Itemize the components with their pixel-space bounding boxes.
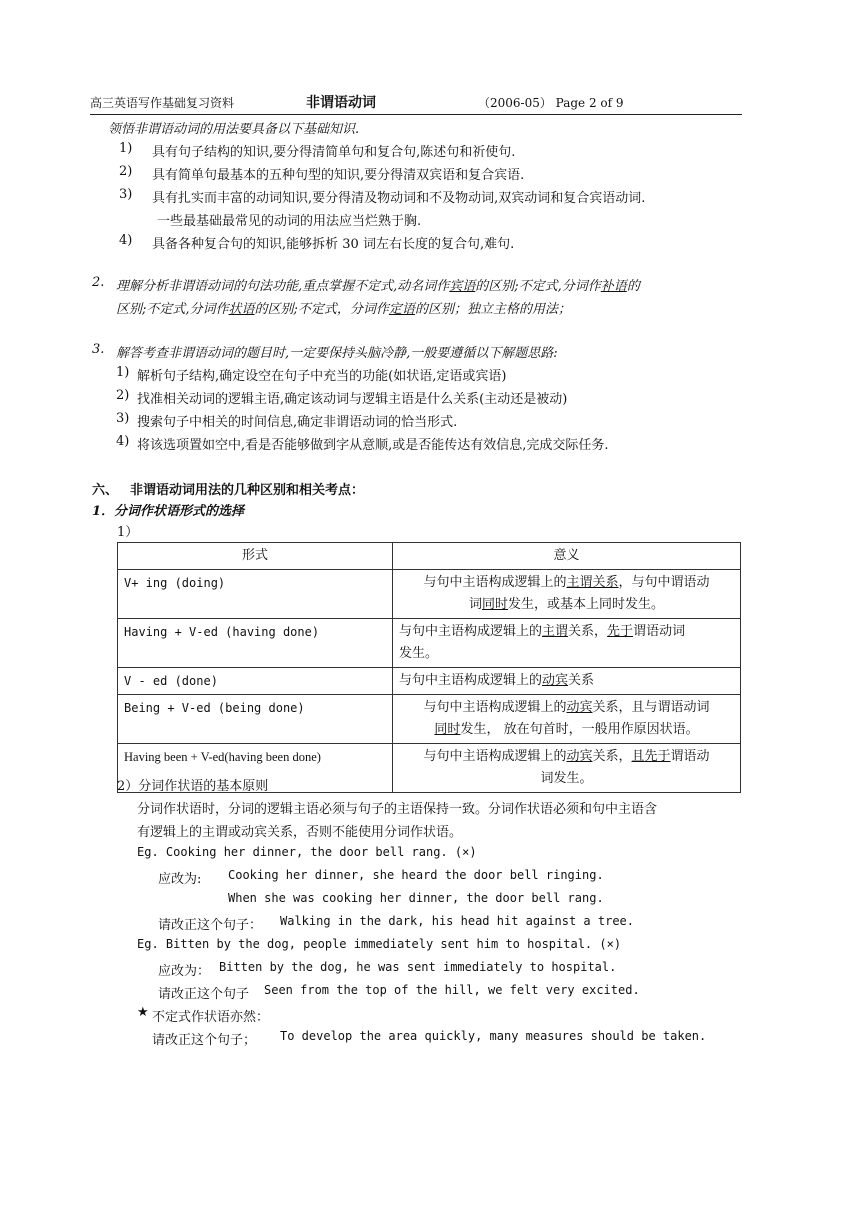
basic-4-num: 4) xyxy=(119,233,133,248)
table-cell-meaning xyxy=(393,619,741,668)
ask-3-label: 请改正这个句子； xyxy=(152,1033,257,1048)
fix-2: Bitten by the dog, he was sent immediately to hospital. xyxy=(219,960,617,974)
table-cell-form: Having been + V-ed(having been done) xyxy=(118,744,393,793)
table-row xyxy=(118,668,741,695)
point2-text-c: 的 xyxy=(626,279,640,294)
star-icon: ★ xyxy=(137,1005,149,1020)
meaning-text: 与句中主语构成逻辑上的 xyxy=(423,749,567,764)
table-cell-meaning xyxy=(393,744,741,793)
subsection-1-item: 1） xyxy=(117,525,139,540)
ask-2-label: 请改正这个句子 xyxy=(158,987,250,1002)
table-row xyxy=(118,695,741,744)
meaning-keyword: 主谓 xyxy=(542,624,569,639)
principle-heading: 2）分词作状语的基本原则 xyxy=(117,779,269,794)
star-note: 不定式作状语亦然： xyxy=(152,1010,270,1025)
section6-num: 六、 xyxy=(92,483,119,498)
table-cell-form: Having + V-ed (having done) xyxy=(118,619,393,668)
table-cell-form: V+ ing (doing) xyxy=(118,570,393,619)
meaning-text: 发生， 放在句首时，一般用作原因状语。 xyxy=(460,722,699,737)
point2-text-d: 区别;不定式,分词作 xyxy=(116,302,229,317)
meaning-keyword: 同时 xyxy=(434,722,461,737)
step-3-num: 3) xyxy=(116,411,130,426)
ask-1: Walking in the dark, his head hit against a tree. xyxy=(280,914,635,928)
table-cell-meaning xyxy=(393,570,741,619)
subsection-1-title: 1．分词作状语形式的选择 xyxy=(92,504,245,519)
meaning-text: 与句中主语构成逻辑上的 xyxy=(423,575,567,590)
principle-para-line2: 有逻辑上的主谓或动宾关系，否则不能使用分词作状语。 xyxy=(137,825,463,840)
point2-line2 xyxy=(116,298,571,317)
meaning-keyword: 先于 xyxy=(607,624,634,639)
principle-para-line1: 分词作状语时，分词的逻辑主语必须与句子的主语保持一致。分词作状语必须和句中主语含 xyxy=(137,802,658,817)
meaning-keyword: 同时 xyxy=(481,597,508,612)
example-2: Eg. Bitten by the dog, people immediately sent him to hospital. (×) xyxy=(137,937,622,951)
table-cell-form: V - ed (done) xyxy=(118,668,393,695)
step-1-num: 1) xyxy=(116,365,130,380)
meaning-keyword: 主谓关系 xyxy=(566,575,619,590)
point2-keyword-adverbial: 状语 xyxy=(228,302,255,317)
table-cell-meaning xyxy=(393,695,741,744)
point2-keyword-complement: 补语 xyxy=(600,279,627,294)
meaning-text: 与句中主语构成逻辑上的 xyxy=(399,673,543,688)
ask-1-label: 请改正这个句子： xyxy=(158,918,263,933)
fix-1-label: 应改为: xyxy=(158,872,202,887)
point2-num: 2. xyxy=(92,275,105,290)
step-4-text: 将该选项置如空中,看是否能够做到字从意顺,或是否能传达有效信息,完成交际任务. xyxy=(137,438,609,453)
basic-1-text: 具有句子结构的知识,要分得清简单句和复合句,陈述句和祈使句. xyxy=(152,145,516,160)
meaning-text: 关系， xyxy=(568,624,608,639)
table-row xyxy=(118,570,741,619)
table-row xyxy=(118,619,741,668)
example-1: Eg. Cooking her dinner, the door bell rang. (×) xyxy=(137,845,477,859)
meaning-text: 词 xyxy=(468,597,482,612)
basic-2-text: 具有简单句最基本的五种句型的知识,要分得清双宾语和复合宾语. xyxy=(152,168,525,183)
meaning-text: 谓语动词 xyxy=(633,624,686,639)
ask-3: To develop the area quickly, many measures should be taken. xyxy=(280,1029,707,1043)
meaning-text: 与句中主语构成逻辑上的 xyxy=(399,624,543,639)
point2-text-f: 的区别；独立主格的用法； xyxy=(414,302,571,317)
meaning-text: 关系 xyxy=(568,673,595,688)
point3-title: 解答考查非谓语动词的题目时,一定要保持头脑冷静,一般要遵循以下解题思路: xyxy=(116,346,558,361)
meaning-keyword: 动宾 xyxy=(566,700,593,715)
header-title: 非谓语动词 xyxy=(306,95,376,111)
header-page-info: （2006-05） Page 2 of 9 xyxy=(478,96,624,110)
meaning-keyword: 且 xyxy=(631,749,645,764)
step-3-text: 搜索句子中相关的时间信息,确定非谓语动词的恰当形式. xyxy=(137,415,458,430)
table-cell-form: Being + V-ed (being done) xyxy=(118,695,393,744)
fix-2-label: 应改为： xyxy=(158,964,211,979)
step-4-num: 4) xyxy=(116,434,130,449)
point2-line1 xyxy=(116,275,640,294)
intro-line: 领悟非谓语动词的用法要具备以下基础知识. xyxy=(108,122,360,137)
meaning-text: 与句中主语构成逻辑上的 xyxy=(423,700,567,715)
meaning-text: 词发生。 xyxy=(540,771,593,786)
meaning-keyword: 动宾 xyxy=(542,673,569,688)
point2-text-e: 的区别;不定式，分词作 xyxy=(254,302,389,317)
point2-text-b: 的区别;不定式,分词作 xyxy=(475,279,601,294)
point2-keyword-attributive: 定语 xyxy=(388,302,415,317)
basic-3-num: 3) xyxy=(119,187,133,202)
step-2-text: 找准相关动词的逻辑主语,确定该动词与逻辑主语是什么关系(主动还是被动) xyxy=(137,392,568,407)
step-1-text: 解析句子结构,确定设空在句子中充当的功能(如状语,定语或宾语) xyxy=(137,369,507,384)
participle-adverbial-table xyxy=(117,542,741,793)
point2-text-a: 理解分析非谓语动词的句法功能,重点掌握不定式,动名词作 xyxy=(116,279,450,294)
table-header-form: 形式 xyxy=(118,543,393,570)
meaning-text: 发生，或基本上同时发生。 xyxy=(508,597,665,612)
meaning-text: 关系， xyxy=(592,749,632,764)
meaning-text: 谓语动 xyxy=(670,749,710,764)
point3-num: 3. xyxy=(92,342,105,357)
header-rule xyxy=(90,114,742,115)
basic-4-text: 具备各种复合句的知识,能够拆析 30 词左右长度的复合句,难句. xyxy=(152,237,515,252)
header-left: 高三英语写作基础复习资料 xyxy=(90,96,235,110)
fix-1a: Cooking her dinner, she heard the door bell ringing. xyxy=(228,868,604,882)
fix-1b: When she was cooking her dinner, the door bell rang. xyxy=(228,891,604,905)
basic-3-cont: 一些最基础最常见的动词的用法应当烂熟于胸. xyxy=(157,214,422,229)
section6-title: 非谓语动词用法的几种区别和相关考点： xyxy=(130,483,365,498)
basic-3-text: 具有扎实而丰富的动词知识,要分得清及物动词和不及物动词,双宾动词和复合宾语动词. xyxy=(152,191,646,206)
step-2-num: 2) xyxy=(116,388,130,403)
basic-2-num: 2) xyxy=(119,164,133,179)
table-header-meaning: 意义 xyxy=(393,543,741,570)
point2-keyword-object: 宾语 xyxy=(449,279,476,294)
meaning-text: 关系，且与谓语动词 xyxy=(592,700,710,715)
table-header-row xyxy=(118,543,741,570)
meaning-text: 发生。 xyxy=(399,646,439,661)
ask-2: Seen from the top of the hill, we felt very excited. xyxy=(264,983,640,997)
meaning-text: ，与句中谓语动 xyxy=(618,575,710,590)
meaning-keyword: 动宾 xyxy=(566,749,593,764)
table-cell-meaning xyxy=(393,668,741,695)
basic-1-num: 1) xyxy=(119,141,133,156)
meaning-keyword: 先于 xyxy=(644,749,671,764)
